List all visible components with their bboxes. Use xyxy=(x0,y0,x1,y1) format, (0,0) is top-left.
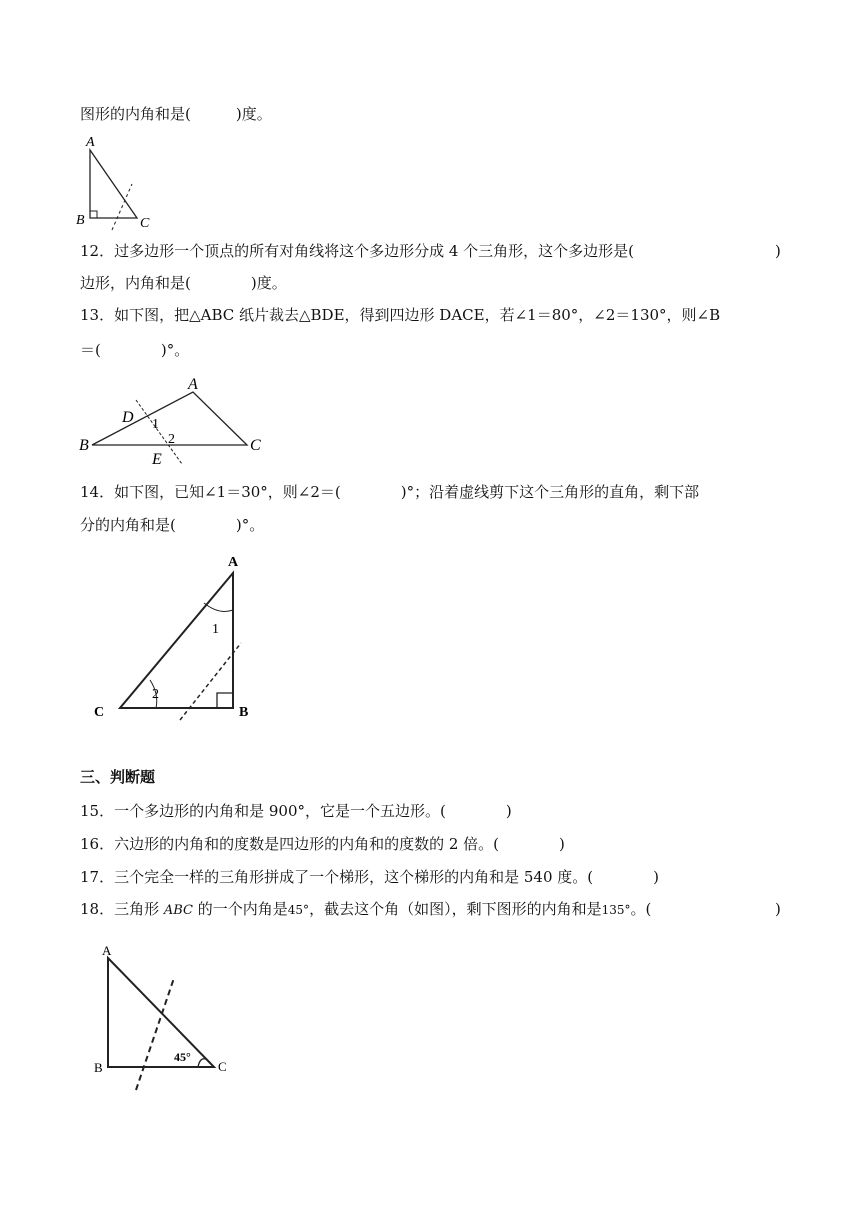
q14-line1: 14．如下图，已知∠1＝30°，则∠2＝( )°；沿着虚线剪下这个三角形的直角，剩下部 xyxy=(80,483,700,501)
q18-mid: 的一个内角是 xyxy=(193,900,288,918)
figure-q14-triangle xyxy=(88,548,268,728)
q18-close-paren: ) xyxy=(775,900,781,918)
fig11-label-b: B xyxy=(76,213,85,228)
q11-tail-text: 图形的内角和是( )度。 xyxy=(80,105,272,123)
fig18-label-b: B xyxy=(94,1060,103,1075)
fig13-angle-1: 1 xyxy=(152,417,159,432)
fig11-label-c: C xyxy=(140,216,150,231)
q16-text: 16．六边形的内角和的度数是四边形的内角和的度数的 2 倍。( ) xyxy=(80,835,565,853)
fig14-label-b: B xyxy=(239,705,249,720)
q15-text: 15．一个多边形的内角和是 900°，它是一个五边形。( ) xyxy=(80,802,512,820)
q18-rest: ，截去这个角（如图），剩下图形的内角和是 xyxy=(309,900,602,918)
figure-q11-triangle xyxy=(70,130,170,230)
q18-deg45: 45° xyxy=(287,903,310,917)
q18-text xyxy=(80,899,651,921)
fig14-angle-2: 2 xyxy=(152,687,159,702)
fig13-label-e: E xyxy=(152,451,162,468)
section-heading-judgment: 三、判断题 xyxy=(80,768,156,786)
fig13-label-b: B xyxy=(79,437,89,454)
fig11-label-a: A xyxy=(86,135,95,150)
fig18-label-c: C xyxy=(218,1059,227,1074)
fig13-angle-2: 2 xyxy=(168,432,175,447)
fig14-angle-1: 1 xyxy=(212,622,219,637)
q13-line1: 13．如下图，把△ABC 纸片裁去△BDE，得到四边形 DACE，若∠1＝80°，∠2＝130°，则∠B xyxy=(80,306,721,324)
fig13-label-c: C xyxy=(250,437,261,454)
q18-abc: ABC xyxy=(163,903,193,918)
q13-line2: ＝( )°。 xyxy=(80,341,190,359)
q17-text: 17．三个完全一样的三角形拼成了一个梯形，这个梯形的内角和是 540 度。( ) xyxy=(80,868,659,886)
q12-line2: 边形，内角和是( )度。 xyxy=(80,274,287,292)
q18-prefix: 18．三角形 xyxy=(80,900,164,918)
q12-line1: 12．过多边形一个顶点的所有对角线将这个多边形分成 4 个三角形，这个多边形是( xyxy=(80,242,635,260)
fig13-label-a: A xyxy=(188,376,198,393)
q12-close-paren: ) xyxy=(775,242,781,260)
q14-line2: 分的内角和是( )°。 xyxy=(80,516,265,534)
figure-q13-triangle xyxy=(76,372,276,472)
fig13-label-d: D xyxy=(122,409,134,426)
fig14-label-a: A xyxy=(228,555,239,570)
q18-deg135: 135° xyxy=(601,903,631,917)
fig18-label-a: A xyxy=(102,943,112,958)
q18-end: 。( xyxy=(630,900,652,918)
fig18-angle-45: 45° xyxy=(174,1050,191,1064)
fig14-label-c: C xyxy=(94,705,105,720)
figure-q18-triangle xyxy=(90,940,250,1100)
